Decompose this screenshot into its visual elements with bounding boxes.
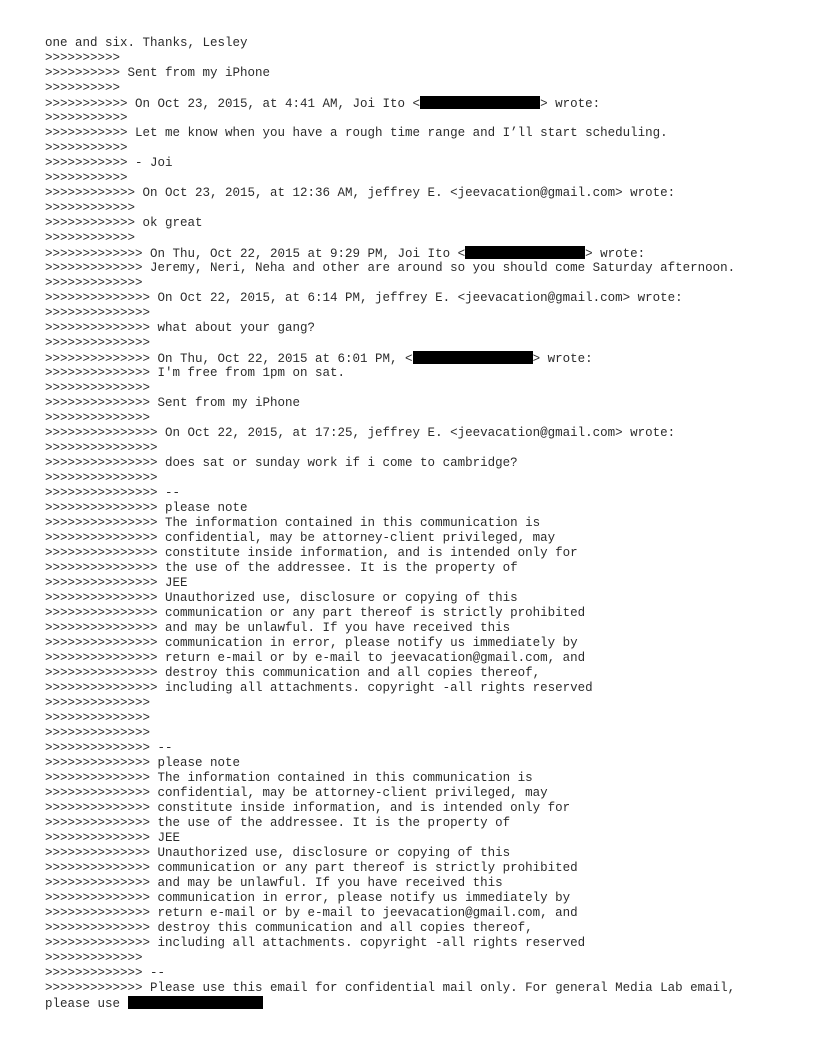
- email-line: [45, 681, 816, 696]
- email-line: [45, 51, 816, 66]
- email-line: [45, 906, 816, 921]
- email-line-text: >>>>>>>>>>>>>> JEE: [45, 831, 181, 845]
- email-line: [45, 186, 816, 201]
- email-line-text: >>>>>>>>>>>>> --: [45, 966, 166, 980]
- email-line-text: >>>>>>>>>>>>>>> return e-mail or by e-mail to jeevacation@gmail.com, and: [45, 651, 586, 665]
- email-line-text: >>>>>>>>>>>>>>> JEE: [45, 576, 188, 590]
- email-line: [45, 516, 816, 531]
- email-line-text: >>>>>>>>>>>>>>: [45, 726, 151, 740]
- email-line-text: >>>>>>>>>>>>> On Thu, Oct 22, 2015 at 9:29 PM, Joi Ito <: [45, 247, 466, 261]
- email-line: [45, 171, 816, 186]
- email-line: [45, 726, 816, 741]
- email-line-text: >>>>>>>>>>>>>>>: [45, 471, 158, 485]
- email-line: [45, 261, 816, 276]
- email-line-text: >>>>>>>>>>>>>>> communication or any part thereof is strictly prohibited: [45, 606, 586, 620]
- email-line-text: >>>>>>>>>>>>>: [45, 951, 143, 965]
- email-line: [45, 756, 816, 771]
- email-line: [45, 651, 816, 666]
- email-line: [45, 621, 816, 636]
- email-line-text: >>>>>>>>>>> On Oct 23, 2015, at 4:41 AM, Joi Ito <: [45, 97, 421, 111]
- email-line: [45, 276, 816, 291]
- email-line: [45, 411, 816, 426]
- email-line-text: >>>>>>>>>>>>>> Unauthorized use, disclosure or copying of this: [45, 846, 511, 860]
- email-line: [45, 981, 816, 996]
- email-line-text: please use: [45, 997, 128, 1011]
- email-line: [45, 36, 816, 51]
- email-line: [45, 951, 816, 966]
- email-line: [45, 546, 816, 561]
- email-line-text: >>>>>>>>>>>> ok great: [45, 216, 203, 230]
- email-line: [45, 66, 816, 81]
- email-line: [45, 216, 816, 231]
- email-line-text: >>>>>>>>>>>>>>> --: [45, 486, 181, 500]
- email-line-text: >>>>>>>>>>>>>>> constitute inside information, and is intended only for: [45, 546, 578, 560]
- email-line: [45, 561, 816, 576]
- email-line: [45, 126, 816, 141]
- email-line-text: >>>>>>>>>>>>>> constitute inside information, and is intended only for: [45, 801, 571, 815]
- email-line: [45, 591, 816, 606]
- email-line-text: >>>>>>>>>>>>>: [45, 276, 143, 290]
- email-line-text: >>>>>>>>>>>>>> The information contained in this communication is: [45, 771, 533, 785]
- email-line-text: >>>>>>>>>>> Let me know when you have a rough time range and I’ll start scheduling.: [45, 126, 668, 140]
- email-line: [45, 531, 816, 546]
- email-line-text: >>>>>>>>>>>>>>> and may be unlawful. If you have received this: [45, 621, 511, 635]
- email-line-text: >>>>>>>>>>>>>>> On Oct 22, 2015, at 17:25, jeffrey E. <jeevacation@gmail.com> wrote:: [45, 426, 676, 440]
- email-line: [45, 336, 816, 351]
- email-line-text: >>>>>>>>>>>>>>: [45, 411, 151, 425]
- email-line: [45, 351, 816, 366]
- email-line-text: >>>>>>>>>>>>>>: [45, 381, 151, 395]
- email-line-text: >>>>>>>>>>>>: [45, 201, 136, 215]
- email-line-text: >>>>>>>>>>>>>> communication or any part thereof is strictly prohibited: [45, 861, 578, 875]
- email-line: [45, 831, 816, 846]
- email-line-text: >>>>>>>>>>>>> Jeremy, Neri, Neha and other are around so you should come Saturday afternoon.: [45, 261, 736, 275]
- email-line: [45, 666, 816, 681]
- email-line: [45, 876, 816, 891]
- email-line-text: >>>>>>>>>>>>> Please use this email for confidential mail only. For general Media Lab email,: [45, 981, 736, 995]
- email-line-text: >>>>>>>>>>>>>> the use of the addressee. It is the property of: [45, 816, 511, 830]
- email-line-text: >>>>>>>>>>>>>>> confidential, may be attorney-client privileged, may: [45, 531, 556, 545]
- email-line: [45, 306, 816, 321]
- email-line: [45, 996, 816, 1011]
- email-line: [45, 771, 816, 786]
- email-line: [45, 786, 816, 801]
- email-line-text: >>>>>>>>>>>>>>> the use of the addressee. It is the property of: [45, 561, 518, 575]
- email-line-text: >>>>>>>>>>>>>> what about your gang?: [45, 321, 316, 335]
- redaction-box: [420, 96, 540, 109]
- email-line-text: >>>>>>>>>> Sent from my iPhone: [45, 66, 271, 80]
- email-line: [45, 441, 816, 456]
- email-line: [45, 456, 816, 471]
- email-line-text: >>>>>>>>>>>>>>: [45, 711, 151, 725]
- email-line: [45, 246, 816, 261]
- email-line-text: >>>>>>>>>>>>>>: [45, 336, 151, 350]
- redaction-box: [413, 351, 533, 364]
- email-line-text: >>>>>>>>>>>>>> communication in error, please notify us immediately by: [45, 891, 571, 905]
- email-line: [45, 471, 816, 486]
- email-line-text: >>>>>>>>>>>: [45, 171, 128, 185]
- email-line-text: >>>>>>>>>>>>>> Sent from my iPhone: [45, 396, 301, 410]
- email-thread-body: [45, 36, 816, 1011]
- email-line-text: >>>>>>>>>>>> On Oct 23, 2015, at 12:36 AM, jeffrey E. <jeevacation@gmail.com> wrote:: [45, 186, 676, 200]
- email-line: [45, 501, 816, 516]
- email-line: [45, 81, 816, 96]
- email-line-text: >>>>>>>>>>>>>> On Oct 22, 2015, at 6:14 PM, jeffrey E. <jeevacation@gmail.com> wrote:: [45, 291, 683, 305]
- email-line-text: >>>>>>>>>>>>>> and may be unlawful. If you have received this: [45, 876, 503, 890]
- email-line: [45, 141, 816, 156]
- email-line: [45, 861, 816, 876]
- email-line-text: >>>>>>>>>>>>>> destroy this communication and all copies thereof,: [45, 921, 533, 935]
- email-line: [45, 201, 816, 216]
- email-line: [45, 966, 816, 981]
- email-line-text: >>>>>>>>>>>>>>> destroy this communication and all copies thereof,: [45, 666, 541, 680]
- email-line-text: > wrote:: [532, 352, 593, 366]
- email-line: [45, 801, 816, 816]
- email-line-text: >>>>>>>>>>>>>>> Unauthorized use, disclosure or copying of this: [45, 591, 518, 605]
- email-line: [45, 426, 816, 441]
- email-line-text: >>>>>>>>>>>>>> including all attachments. copyright -all rights reserved: [45, 936, 586, 950]
- email-line: [45, 816, 816, 831]
- email-line-text: >>>>>>>>>>>>>>: [45, 696, 151, 710]
- email-line: [45, 156, 816, 171]
- email-line: [45, 366, 816, 381]
- email-line: [45, 321, 816, 336]
- email-line-text: >>>>>>>>>>>>>>> including all attachments. copyright -all rights reserved: [45, 681, 593, 695]
- email-line-text: >>>>>>>>>>>>>>>: [45, 441, 158, 455]
- email-line-text: >>>>>>>>>>>>>> --: [45, 741, 173, 755]
- email-line: [45, 486, 816, 501]
- email-line-text: >>>>>>>>>>>>>>> communication in error, please notify us immediately by: [45, 636, 578, 650]
- email-line-text: >>>>>>>>>>>>>> I'm free from 1pm on sat.: [45, 366, 346, 380]
- email-line-text: > wrote:: [585, 247, 646, 261]
- email-line: [45, 291, 816, 306]
- email-line-text: >>>>>>>>>>>>>> confidential, may be attorney-client privileged, may: [45, 786, 548, 800]
- email-line-text: >>>>>>>>>>>: [45, 141, 128, 155]
- email-line: [45, 846, 816, 861]
- email-line: [45, 606, 816, 621]
- email-line-text: >>>>>>>>>>>>>>> The information contained in this communication is: [45, 516, 541, 530]
- email-line-text: >>>>>>>>>>>>>> On Thu, Oct 22, 2015 at 6:01 PM, <: [45, 352, 413, 366]
- email-line-text: >>>>>>>>>>: [45, 51, 121, 65]
- email-line: [45, 936, 816, 951]
- email-line-text: >>>>>>>>>>>>>> please note: [45, 756, 241, 770]
- redaction-box: [465, 246, 585, 259]
- email-line: [45, 576, 816, 591]
- email-line: [45, 696, 816, 711]
- email-line-text: >>>>>>>>>>>>>>> please note: [45, 501, 248, 515]
- email-line-text: >>>>>>>>>>: [45, 81, 121, 95]
- email-line: [45, 396, 816, 411]
- email-line-text: >>>>>>>>>>>>: [45, 231, 136, 245]
- email-line: [45, 711, 816, 726]
- email-line-text: one and six. Thanks, Lesley: [45, 36, 248, 50]
- email-line: [45, 111, 816, 126]
- email-line: [45, 741, 816, 756]
- email-line: [45, 96, 816, 111]
- redaction-box: [128, 996, 263, 1009]
- email-line-text: > wrote:: [540, 97, 601, 111]
- email-line-text: >>>>>>>>>>>>>>> does sat or sunday work if i come to cambridge?: [45, 456, 518, 470]
- email-line-text: >>>>>>>>>>>>>> return e-mail or by e-mail to jeevacation@gmail.com, and: [45, 906, 578, 920]
- email-line: [45, 231, 816, 246]
- email-line: [45, 921, 816, 936]
- email-line-text: >>>>>>>>>>> - Joi: [45, 156, 173, 170]
- email-line-text: >>>>>>>>>>>>>>: [45, 306, 151, 320]
- email-line: [45, 891, 816, 906]
- email-line: [45, 636, 816, 651]
- email-line: [45, 381, 816, 396]
- email-line-text: >>>>>>>>>>>: [45, 111, 128, 125]
